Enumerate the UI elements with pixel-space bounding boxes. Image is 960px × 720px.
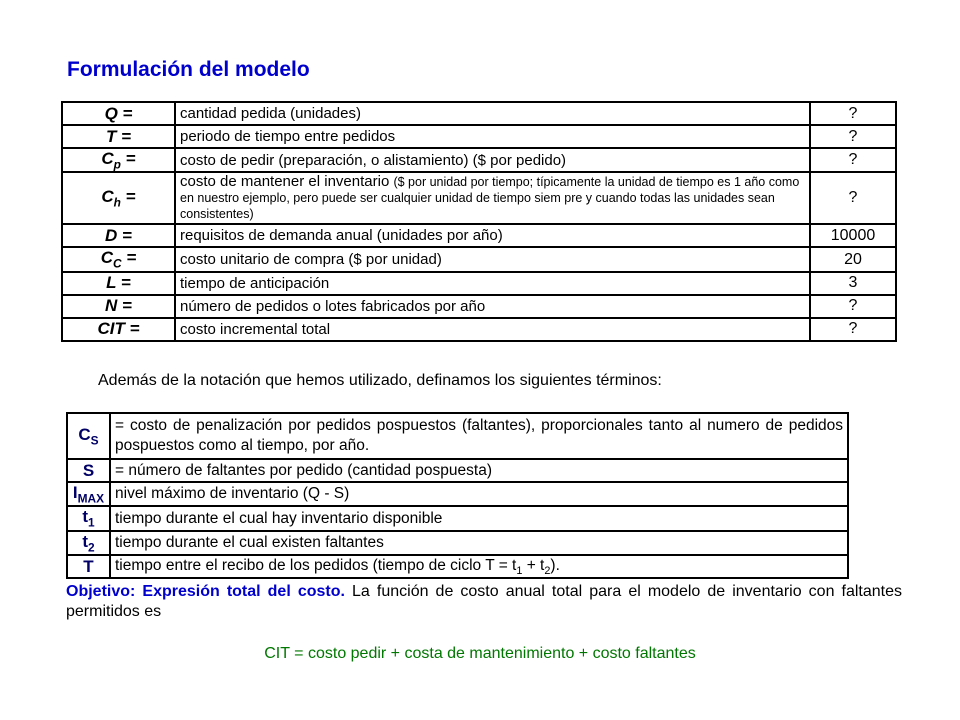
table-row xyxy=(67,555,848,578)
description-part: tiempo entre el recibo de los pedidos (tiempo de ciclo T = t xyxy=(115,556,517,574)
symbol-main: C xyxy=(101,149,114,168)
symbol-subscript: h xyxy=(113,195,121,210)
table-row xyxy=(67,482,848,506)
symbol-tail: = xyxy=(120,187,136,207)
symbol-main: t xyxy=(82,507,89,527)
symbol-main: T xyxy=(83,556,94,576)
table-row xyxy=(67,459,848,482)
value-cell: 10000 xyxy=(810,224,896,247)
table-row xyxy=(62,295,896,318)
description-cell: costo de pedir (preparación, o alistamiento) ($ por pedido) xyxy=(175,148,810,172)
description-subscript: 1 xyxy=(516,564,523,577)
symbol-cell: L = xyxy=(62,272,175,295)
symbol-tail: = xyxy=(120,149,136,168)
symbol-subscript: S xyxy=(90,433,99,448)
description-cell: = costo de penalización por pedidos pospuestos (faltantes), proporcionales tanto al numero de pedidos pospuestos como al tiempo, por año. xyxy=(110,413,848,459)
value-cell: ? xyxy=(810,172,896,224)
intro-text: Además de la notación que hemos utilizado, definamos los siguientes términos: xyxy=(98,372,662,389)
description-part: ). xyxy=(550,556,560,574)
symbol-main: S xyxy=(82,460,95,480)
value-cell: ? xyxy=(810,318,896,341)
symbol-main: C xyxy=(101,187,114,207)
table-row xyxy=(67,413,848,459)
symbol-main: I xyxy=(72,483,78,502)
value-cell: 20 xyxy=(810,247,896,271)
symbol-cell xyxy=(67,531,110,555)
notation-table xyxy=(61,101,897,342)
symbol-cell: D = xyxy=(62,224,175,247)
symbol-cell xyxy=(67,482,110,506)
description-cell xyxy=(110,555,848,578)
description-cell xyxy=(175,172,810,224)
table-row xyxy=(62,247,896,271)
symbol-cell xyxy=(67,506,110,530)
objective-text: La función de costo anual total para el modelo de inventario con faltantes permitidos es xyxy=(66,583,903,620)
symbol-main: C xyxy=(78,424,91,444)
table-row xyxy=(67,506,848,530)
description-subscript: 2 xyxy=(544,564,551,577)
table-row xyxy=(62,148,896,172)
description-main: costo de mantener el inventario xyxy=(180,173,394,191)
description-part: + t xyxy=(522,556,545,574)
page-title: Formulación del modelo xyxy=(67,58,310,81)
table-row xyxy=(67,531,848,555)
symbol-cell: T = xyxy=(62,125,175,148)
description-cell: cantidad pedida (unidades) xyxy=(175,102,810,125)
symbol-subscript: 2 xyxy=(88,540,95,555)
table-row xyxy=(62,125,896,148)
symbol-cell xyxy=(62,172,175,224)
symbol-cell xyxy=(62,247,175,271)
objective-lead: Objetivo: Expresión total del costo. xyxy=(66,583,345,600)
table-row xyxy=(62,318,896,341)
symbol-subscript: MAX xyxy=(77,491,105,506)
description-cell: número de pedidos o lotes fabricados por año xyxy=(175,295,810,318)
description-cell: costo unitario de compra ($ por unidad) xyxy=(175,247,810,271)
value-cell: ? xyxy=(810,295,896,318)
description-cell: tiempo durante el cual existen faltantes xyxy=(110,531,848,555)
value-cell: ? xyxy=(810,125,896,148)
value-cell: 3 xyxy=(810,272,896,295)
description-cell: = número de faltantes por pedido (cantidad pospuesta) xyxy=(110,459,848,482)
symbol-cell: CIT = xyxy=(62,318,175,341)
symbol-subscript: C xyxy=(113,256,122,271)
symbol-subscript: 1 xyxy=(88,515,95,530)
description-cell: periodo de tiempo entre pedidos xyxy=(175,125,810,148)
description-detail: ($ por unidad por tiempo; típicamente la unidad de tiempo es 1 año como en nuestro ejemplo, pero puede ser cualquier unidad de tiempo siem pre y cuando todas las unidades sean consistentes) xyxy=(180,175,800,222)
symbol-cell xyxy=(67,413,110,459)
table-row xyxy=(62,102,896,125)
description-cell: requisitos de demanda anual (unidades por año) xyxy=(175,224,810,247)
symbol-cell: N = xyxy=(62,295,175,318)
symbol-main: C xyxy=(100,248,114,268)
symbol-tail: = xyxy=(121,248,137,268)
description-cell: costo incremental total xyxy=(175,318,810,341)
table-row xyxy=(62,172,896,224)
symbol-cell xyxy=(62,148,175,172)
table-row xyxy=(62,272,896,295)
symbol-main: t xyxy=(82,531,89,551)
description-cell: tiempo de anticipación xyxy=(175,272,810,295)
objective-paragraph xyxy=(66,582,902,622)
table-row xyxy=(62,224,896,247)
description-cell: tiempo durante el cual hay inventario disponible xyxy=(110,506,848,530)
description-cell: nivel máximo de inventario (Q - S) xyxy=(110,482,848,506)
symbol-cell xyxy=(67,555,110,578)
cost-formula: CIT = costo pedir + costa de mantenimiento + costo faltantes xyxy=(264,645,696,662)
terms-table xyxy=(66,412,849,579)
symbol-subscript: p xyxy=(113,157,121,172)
symbol-cell: Q = xyxy=(62,102,175,125)
symbol-cell xyxy=(67,459,110,482)
value-cell: ? xyxy=(810,148,896,172)
value-cell: ? xyxy=(810,102,896,125)
